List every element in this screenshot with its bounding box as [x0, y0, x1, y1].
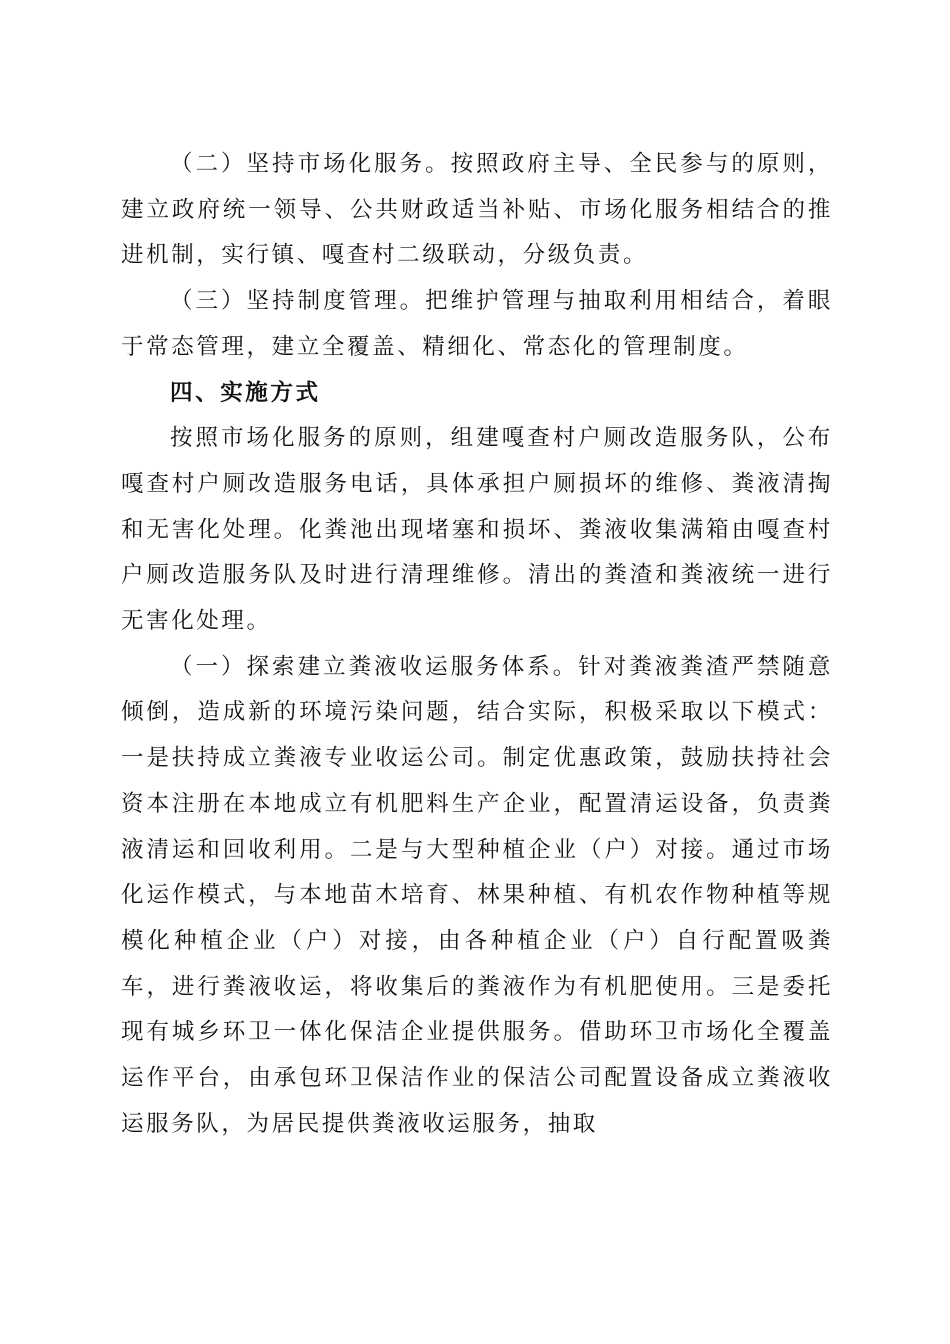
paragraph-market-service: [121, 142, 833, 279]
paragraph-lead: （二）坚持市场化服务。: [170, 151, 451, 177]
paragraph-text: 针对粪液粪渣严禁随意倾倒，造成新的环境污染问题，结合实际，积极采取以下模式：一是扶持成立粪液专业收运公司。制定优惠政策，鼓励扶持社会资本注册在本地成立有机肥料生产企业，配置清运设备，负责粪液清运和回收利用。二是与大型种植企业（户）对接。通过市场化运作模式，与本地苗木培育、林果种植、有机农作物种植等规模化种植企业（户）对接，由各种植企业（户）自行配置吸粪车，进行粪液收运，将收集后的粪液作为有机肥使用。三是委托现有城乡环卫一体化保洁企业提供服务。借助环卫市场化全覆盖运作平台，由承包环卫保洁作业的保洁公司配置设备成立粪液收运服务队，为居民提供粪液收运服务，抽取: [121, 653, 833, 1137]
paragraph-lead: （三）坚持制度管理。: [170, 288, 426, 315]
paragraph-text: 把维护管理与抽取利用相结合，着眼于常态管理，建立全覆盖、精细化、常态化的管理制度。: [121, 288, 833, 360]
document-body: [121, 142, 833, 1147]
section-intro-paragraph: 按照市场化服务的原则，组建嘎查村户厕改造服务队，公布嘎查村户厕改造服务电话，具体承担户厕损坏的维修、粪液清掏和无害化处理。化粪池出现堵塞和损坏、粪液收集满箱由嘎查村户厕改造服务队及时进行清理维修。清出的粪渣和粪液统一进行无害化处理。: [121, 425, 833, 635]
paragraph-text: 按照政府主导、全民参与的原则，建立政府统一领导、公共财政适当补贴、市场化服务相结合的推进机制，实行镇、嘎查村二级联动，分级负责。: [121, 151, 833, 269]
paragraph-collection-system: [121, 645, 833, 1148]
paragraph-system-management: [121, 279, 833, 370]
section-heading: 四、实施方式: [170, 379, 321, 406]
paragraph-lead: （一）探索建立粪液收运服务体系。: [170, 653, 579, 680]
